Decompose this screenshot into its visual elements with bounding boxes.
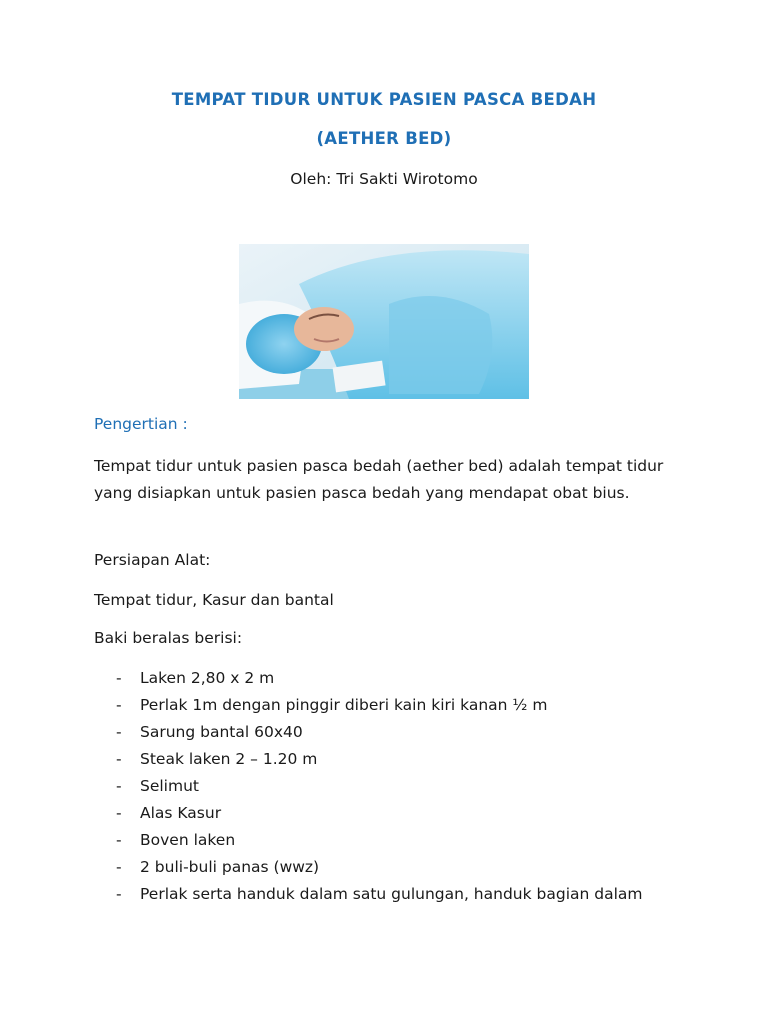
list-item: - Laken 2,80 x 2 m xyxy=(116,669,275,687)
list-item: - 2 buli-buli panas (wwz) xyxy=(116,858,320,876)
list-item: - Boven laken xyxy=(116,831,236,849)
tray-items-list xyxy=(94,665,714,908)
document-subtitle: (AETHER BED) xyxy=(316,129,452,148)
list-item: - Steak laken 2 – 1.20 m xyxy=(116,750,318,768)
list-item: - Perlak 1m dengan pinggir diberi kain kiri kanan ½ m xyxy=(116,696,548,714)
definition-paragraph: Tempat tidur untuk pasien pasca bedah (aether bed) adalah tempat tidur yang disiapkan untuk pasien pasca bedah yang mendapat obat bius. xyxy=(94,457,664,502)
preparation-label: Persiapan Alat: xyxy=(94,551,211,569)
list-item: - Sarung bantal 60x40 xyxy=(116,723,303,741)
tools-line: Tempat tidur, Kasur dan bantal xyxy=(94,591,334,609)
list-item: - Selimut xyxy=(116,777,199,795)
list-item: - Alas Kasur xyxy=(116,804,222,822)
section-heading-pengertian: Pengertian : xyxy=(94,415,188,433)
list-item: - Perlak serta handuk dalam satu gulungan, handuk bagian dalam xyxy=(116,885,643,903)
document-title: TEMPAT TIDUR UNTUK PASIEN PASCA BEDAH xyxy=(171,90,597,109)
author-line: Oleh: Tri Sakti Wirotomo xyxy=(290,170,478,188)
patient-photo xyxy=(239,244,529,399)
tray-label: Baki beralas berisi: xyxy=(94,629,243,647)
